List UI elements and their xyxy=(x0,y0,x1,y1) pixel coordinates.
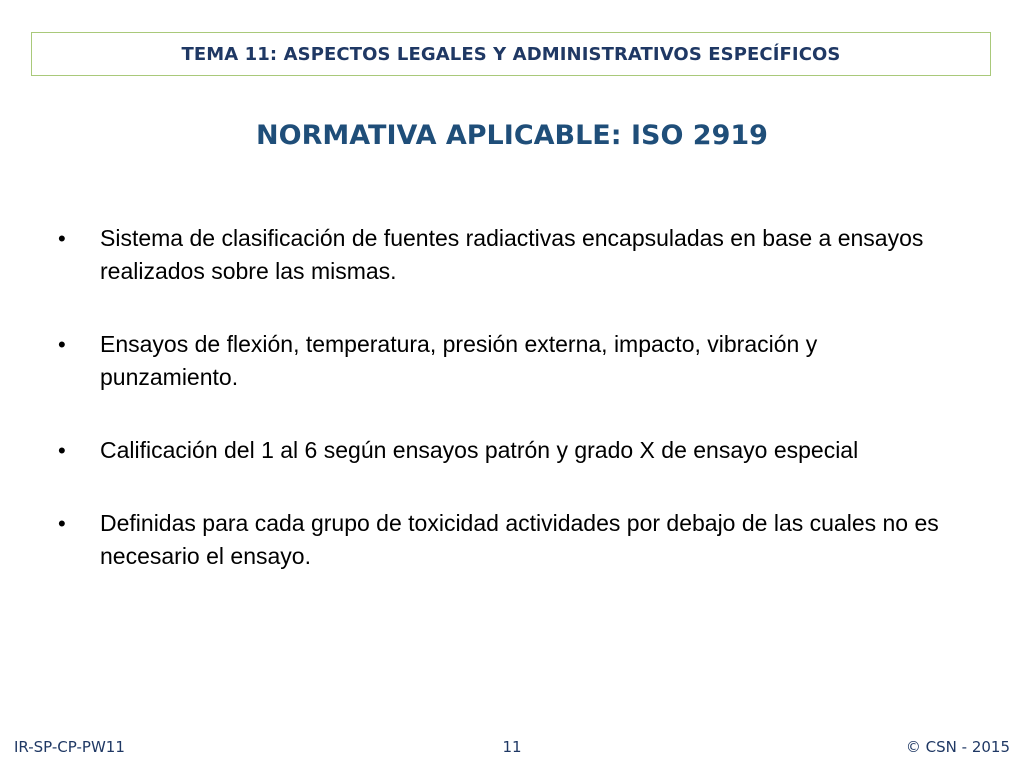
bullet-icon: • xyxy=(58,226,66,251)
footer-copyright: © CSN - 2015 xyxy=(905,738,1010,756)
footer-page-number: 11 xyxy=(502,738,522,756)
bullet-item xyxy=(58,507,958,573)
header-title: TEMA 11: ASPECTOS LEGALES Y ADMINISTRATIVOS ESPECÍFICOS xyxy=(181,43,841,65)
header-box xyxy=(31,32,991,76)
bullet-text: Definidas para cada grupo de toxicidad actividades por debajo de las cuales no es necesario el ensayo. xyxy=(100,510,939,569)
slide-title: NORMATIVA APLICABLE: ISO 2919 xyxy=(256,120,768,151)
bullet-icon: • xyxy=(58,438,66,463)
bullet-item xyxy=(58,434,958,467)
bullet-item xyxy=(58,328,958,394)
bullet-text: Ensayos de flexión, temperatura, presión externa, impacto, vibración y punzamiento. xyxy=(100,331,818,390)
bullet-text: Sistema de clasificación de fuentes radiactivas encapsuladas en base a ensayos realizados sobre las mismas. xyxy=(100,225,924,284)
footer-document-code: IR-SP-CP-PW11 xyxy=(14,738,125,756)
bullet-text: Calificación del 1 al 6 según ensayos patrón y grado X de ensayo especial xyxy=(100,437,859,463)
bullet-list xyxy=(58,222,958,613)
bullet-item xyxy=(58,222,958,288)
bullet-icon: • xyxy=(58,511,66,536)
bullet-icon: • xyxy=(58,332,66,357)
